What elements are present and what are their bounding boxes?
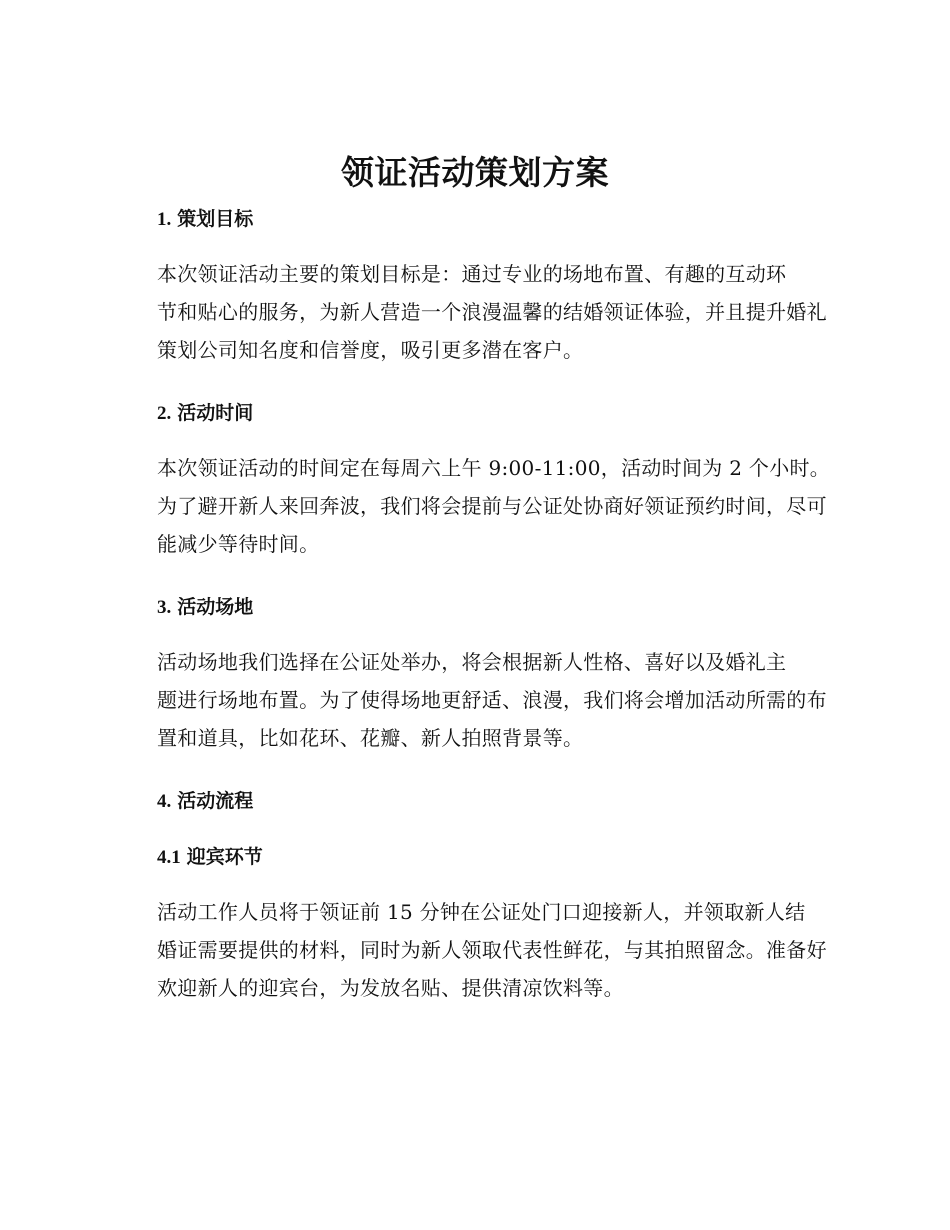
page-title: 领证活动策划方案 bbox=[341, 153, 609, 192]
paragraph-line: 为了避开新人来回奔波，我们将会提前与公证处协商好领证预约时间，尽可 bbox=[157, 494, 827, 518]
section-title: 策划目标 bbox=[177, 208, 254, 230]
section-heading-3 bbox=[157, 592, 253, 623]
paragraph-line: 置和道具，比如花环、花瓣、新人拍照背景等。 bbox=[157, 726, 584, 750]
section-number: 2. bbox=[157, 403, 172, 424]
section-title: 活动流程 bbox=[177, 790, 254, 812]
paragraph-line: 活动工作人员将于领证前 15 分钟在公证处门口迎接新人，并领取新人结 bbox=[157, 900, 806, 924]
section-heading-4 bbox=[157, 786, 253, 817]
paragraph-line: 欢迎新人的迎宾台，为发放名贴、提供清凉饮料等。 bbox=[157, 976, 624, 1000]
section-number: 3. bbox=[157, 597, 172, 618]
section-number: 4.1 bbox=[157, 847, 181, 868]
section-paragraph-4-1 bbox=[113, 893, 838, 1007]
paragraph-line: 活动场地我们选择在公证处举办，将会根据新人性格、喜好以及婚礼主 bbox=[157, 650, 787, 674]
paragraph-line: 题进行场地布置。为了使得场地更舒适、浪漫，我们将会增加活动所需的布 bbox=[157, 688, 827, 712]
section-heading-1 bbox=[157, 204, 253, 235]
section-number: 1. bbox=[157, 209, 172, 230]
section-number: 4. bbox=[157, 791, 172, 812]
section-paragraph-3 bbox=[113, 643, 838, 757]
section-paragraph-2 bbox=[113, 449, 838, 563]
section-title: 活动场地 bbox=[177, 596, 254, 618]
paragraph-line: 婚证需要提供的材料，同时为新人领取代表性鲜花，与其拍照留念。准备好 bbox=[157, 938, 827, 962]
section-paragraph-1 bbox=[113, 255, 838, 369]
section-title: 活动时间 bbox=[177, 402, 254, 424]
subsection-heading-4-1 bbox=[157, 842, 263, 873]
paragraph-line: 节和贴心的服务，为新人营造一个浪漫温馨的结婚领证体验，并且提升婚礼 bbox=[157, 300, 827, 324]
paragraph-line: 本次领证活动主要的策划目标是：通过专业的场地布置、有趣的互动环 bbox=[157, 262, 787, 286]
section-heading-2 bbox=[157, 398, 253, 429]
paragraph-line: 策划公司知名度和信誉度，吸引更多潜在客户。 bbox=[157, 338, 584, 362]
section-title: 迎宾环节 bbox=[186, 846, 263, 868]
paragraph-line: 本次领证活动的时间定在每周六上午 9:00-11:00，活动时间为 2 个小时。 bbox=[157, 456, 831, 480]
paragraph-line: 能减少等待时间。 bbox=[157, 532, 320, 556]
